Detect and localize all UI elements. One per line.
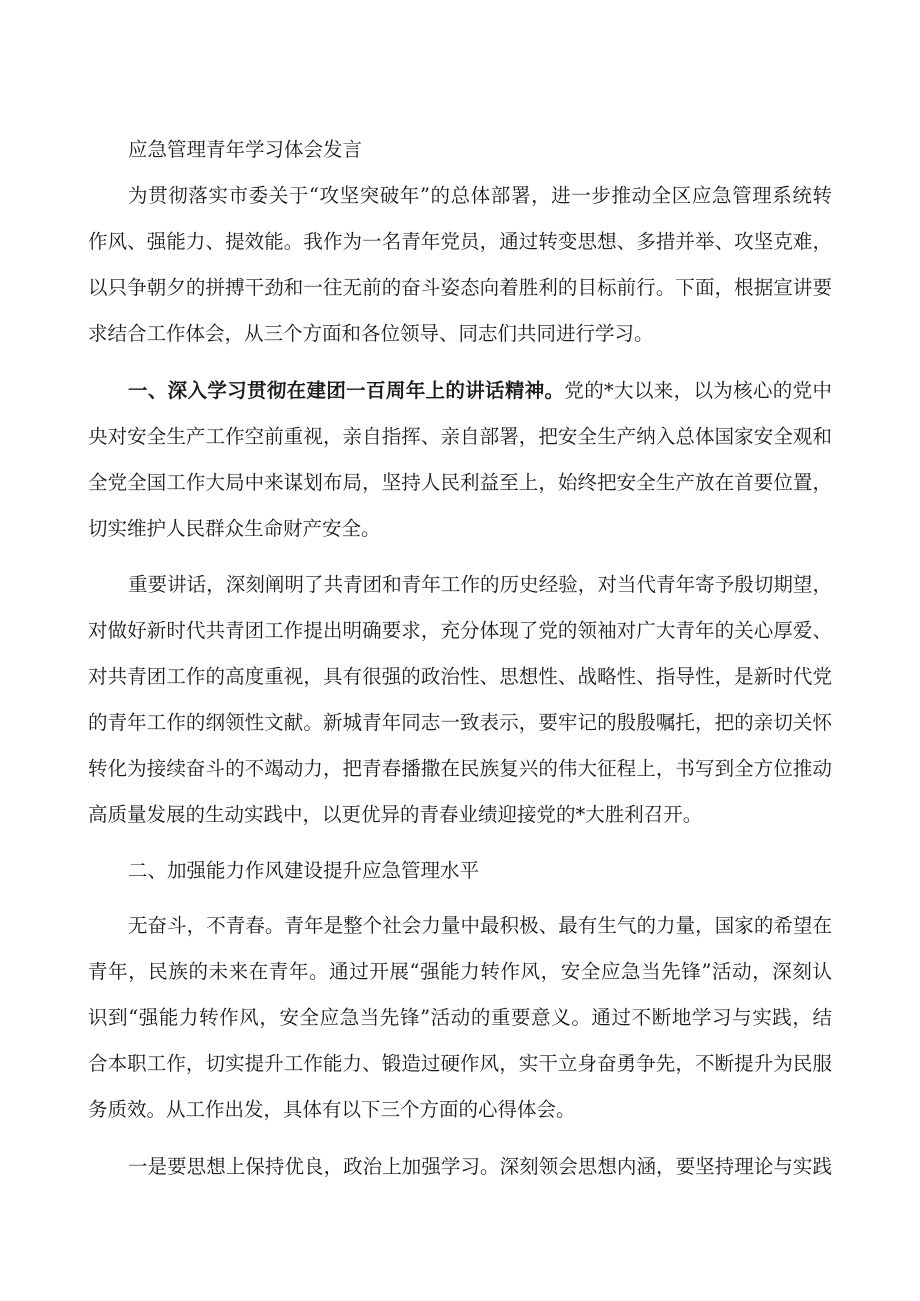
section1-line: 全党全国工作大局中来谋划布局，坚持人民利益至上，始终把安全生产放在首要位置， <box>88 471 832 494</box>
section1-line: 央对安全生产工作空前重视，亲自指挥、亲自部署，把安全生产纳入总体国家安全观和 <box>88 425 832 448</box>
para3-line: 青年，民族的未来在青年。通过开展“强能力转作风，安全应急当先锋”活动，深刻认 <box>88 960 832 983</box>
section1-heading: 一、深入学习贯彻在建团一百周年上的讲话精神。 <box>128 379 565 402</box>
para2-line: 重要讲话，深刻阐明了共青团和青年工作的历史经验，对当代青年寄予殷切期望， <box>128 573 832 596</box>
section1-line: 切实维护人民群众生命财产安全。 <box>88 517 381 540</box>
para2-line: 对做好新时代共青团工作提出明确要求，充分体现了党的领袖对广大青年的关心厚爱、 <box>88 619 832 642</box>
para4-line: 一是要思想上保持优良，政治上加强学习。深刻领会思想内涵，要坚持理论与实践 <box>128 1155 832 1178</box>
section1-first-line <box>128 378 832 404</box>
para2-line: 的青年工作的纲领性文献。新城青年同志一致表示，要牢记的殷殷嘱托，把的亲切关怀 <box>88 711 832 734</box>
para3-line: 务质效。从工作出发，具体有以下三个方面的心得体会。 <box>88 1098 576 1121</box>
para3-line: 识到“强能力转作风，安全应急当先锋”活动的重要意义。通过不断地学习与实践，结 <box>88 1006 832 1029</box>
para2-line: 转化为接续奋斗的不竭动力，把青春播撒在民族复兴的伟大征程上，书写到全方位推动 <box>88 757 832 780</box>
para2-line: 对共青团工作的高度重视，具有很强的政治性、思想性、战略性、指导性，是新时代党 <box>88 665 832 688</box>
document-title: 应急管理青年学习体会发言 <box>128 138 363 161</box>
para3-line: 无奋斗，不青春。青年是整个社会力量中最积极、最有生气的力量，国家的希望在 <box>128 914 832 937</box>
intro-line: 作风、强能力、提效能。我作为一名青年党员，通过转变思想、多措并举、攻坚克难， <box>88 230 832 253</box>
para2-line: 高质量发展的生动实践中，以更优异的青春业绩迎接党的*大胜利召开。 <box>88 803 703 826</box>
section2-heading: 二、加强能力作风建设提升应急管理水平 <box>128 859 480 882</box>
intro-line: 为贯彻落实市委关于“攻坚突破年”的总体部署，进一步推动全区应急管理系统转 <box>128 184 832 207</box>
intro-line: 以只争朝夕的拼搏干劲和一往无前的奋斗姿态向着胜利的目标前行。下面，根据宣讲要 <box>88 276 832 299</box>
para3-line: 合本职工作，切实提升工作能力、锻造过硬作风，实干立身奋勇争先，不断提升为民服 <box>88 1052 832 1075</box>
section1-first-line-rest: 党的*大以来，以为核心的党中 <box>564 379 832 402</box>
intro-line: 求结合工作体会，从三个方面和各位领导、同志们共同进行学习。 <box>88 322 654 345</box>
